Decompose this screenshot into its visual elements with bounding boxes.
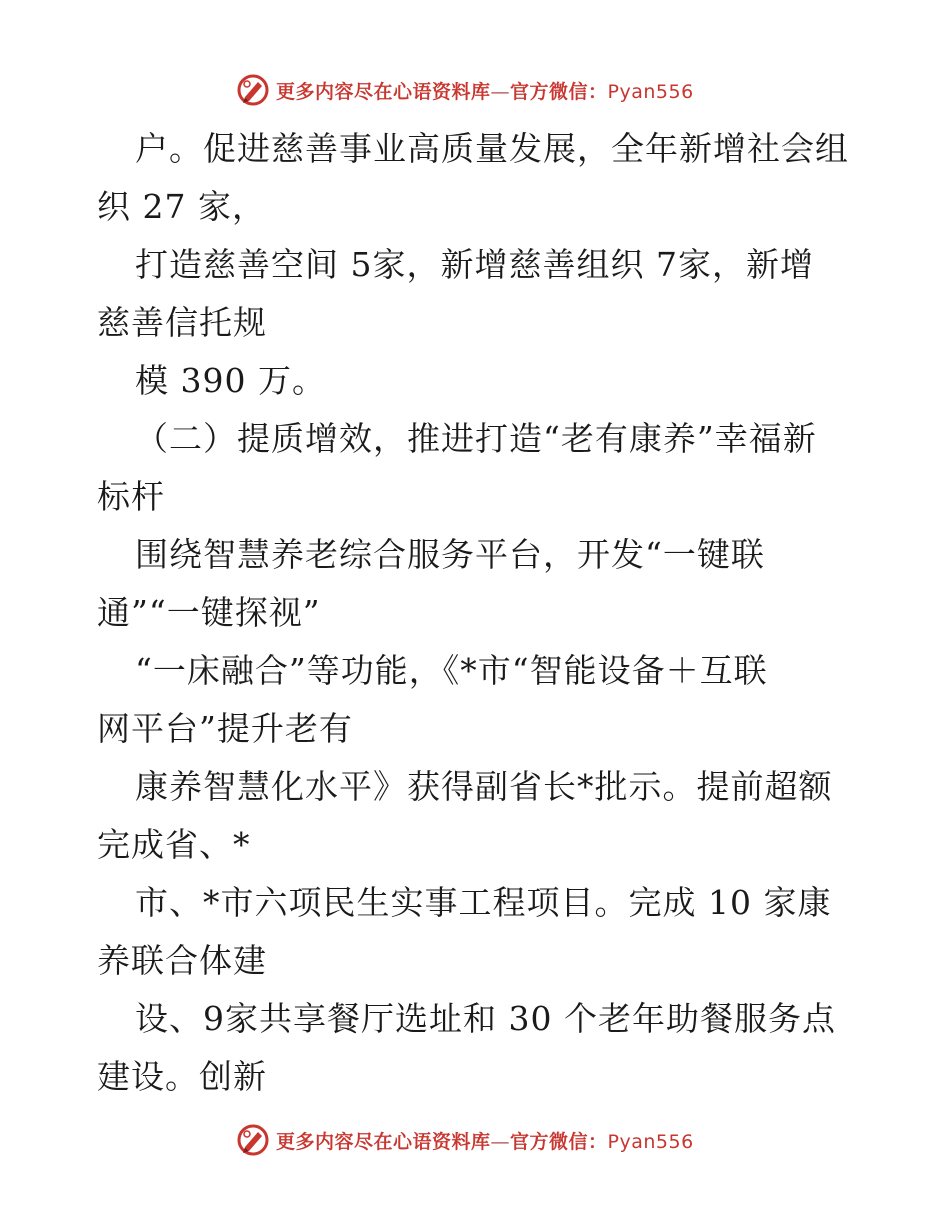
pen-logo-icon	[236, 73, 270, 107]
body-line: 模 390 万。	[135, 361, 326, 400]
body-line: 市、*市六项民生实事工程项目。完成 10 家康	[135, 883, 832, 922]
body-line: 织 27 家，	[97, 187, 266, 226]
footer-banner-wechat-label: 官方微信：	[510, 1130, 608, 1153]
body-line: 围绕智慧养老综合服务平台，开发“一键联	[135, 535, 765, 574]
header-banner	[236, 72, 694, 108]
header-banner-separator: —	[490, 80, 511, 103]
header-banner-wechat-id: Pyan556	[607, 80, 694, 103]
header-banner-wechat-label: 官方微信：	[510, 80, 608, 103]
body-line: 养联合体建	[97, 941, 267, 980]
section-heading-continued: 标杆	[97, 477, 165, 516]
body-line: 网平台”提升老有	[97, 709, 353, 748]
footer-banner-text	[276, 1127, 694, 1154]
footer-banner-title: 更多内容尽在心语资料库	[276, 1130, 491, 1153]
body-line: 慈善信托规	[97, 303, 267, 342]
body-line: 打造慈善空间 5家，新增慈善组织 7家，新增	[135, 245, 814, 284]
pen-logo-icon	[236, 1123, 270, 1157]
body-line: 建设。创新	[97, 1057, 267, 1096]
body-line: 完成省、*	[97, 825, 251, 864]
footer-banner-separator: —	[490, 1130, 511, 1153]
body-line: “一床融合”等功能，《*市“智能设备＋互联	[135, 651, 768, 690]
body-line: 户。促进慈善事业高质量发展，全年新增社会组	[135, 129, 849, 168]
body-line: 通”“一键探视”	[97, 593, 321, 632]
body-line: 设、9家共享餐厅选址和 30 个老年助餐服务点	[135, 999, 836, 1038]
document-body	[97, 120, 897, 1106]
footer-banner-wechat-id: Pyan556	[607, 1130, 694, 1153]
section-heading: （二）提质增效，推进打造“老有康养”幸福新	[135, 419, 817, 458]
body-line: 康养智慧化水平》获得副省长*批示。提前超额	[135, 767, 833, 806]
header-banner-text	[276, 77, 694, 104]
header-banner-title: 更多内容尽在心语资料库	[276, 80, 491, 103]
footer-banner	[236, 1122, 694, 1158]
